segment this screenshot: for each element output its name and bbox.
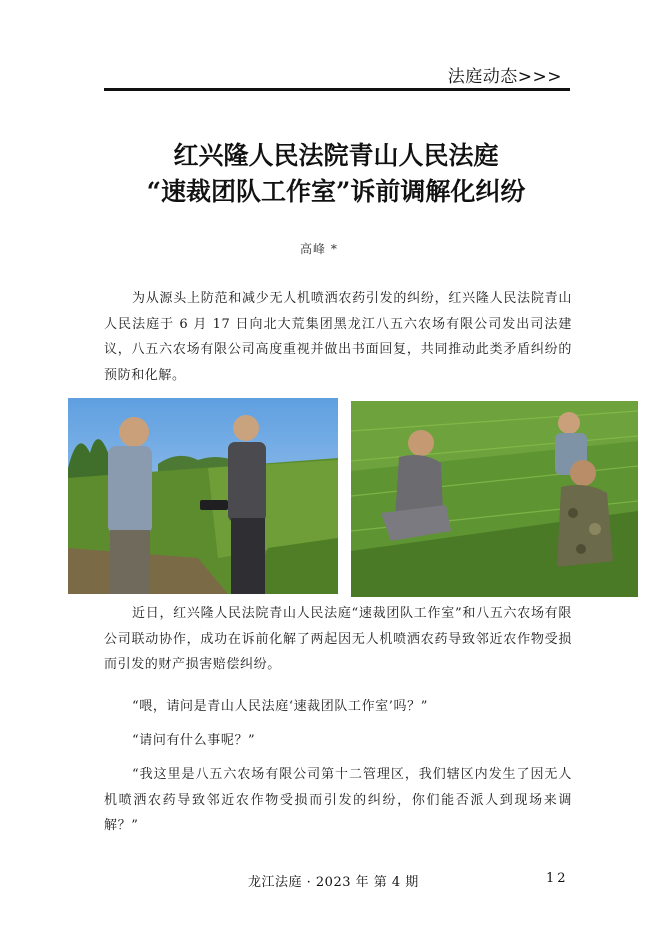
- section-header: [104, 58, 570, 91]
- article-title-line2: “速裁团队工作室”诉前调解化纠纷: [146, 177, 526, 206]
- publication-info: 龙江法庭 · 2023 年 第 4 期: [248, 875, 419, 890]
- paragraph-summary: 近日，红兴隆人民法院青山人民法庭“速裁团队工作室”和八五六农场有限公司联动协作，成功在诉前化解了两起因无人机喷洒农药导致邻近农作物受损而引发的财产损害赔偿纠纷。: [104, 606, 572, 672]
- article-author: 高峰 *: [300, 242, 338, 256]
- photo-field-inspection: [68, 398, 338, 594]
- photo-crop-damage-inspection: [351, 401, 638, 597]
- page-footer: [0, 871, 672, 891]
- paragraph-dialog-3: “我这里是八五六农场有限公司第十二管理区，我们辖区内发生了因无人机喷洒农药导致邻近农作物受损而引发的纠纷，你们能否派人到现场来调解？”: [104, 767, 572, 833]
- page-number: 12: [546, 871, 569, 886]
- paragraph-dialog-2: “请问有什么事呢？”: [132, 733, 256, 748]
- section-label: 法庭动态>>>: [447, 67, 562, 87]
- paragraph-intro: 为从源头上防范和减少无人机喷洒农药引发的纠纷，红兴隆人民法院青山人民法庭于 6 月 17 日向北大荒集团黑龙江八五六农场有限公司发出司法建议，八五六农场有限公司高度重视并做出书面回复，共同推动此类矛盾纠纷的预防和化解。: [104, 291, 572, 383]
- article-title-line1: 红兴隆人民法院青山人民法庭: [173, 141, 499, 170]
- paragraph-dialog-1: “喂，请问是青山人民法庭‘速裁团队工作室’吗？”: [132, 699, 428, 714]
